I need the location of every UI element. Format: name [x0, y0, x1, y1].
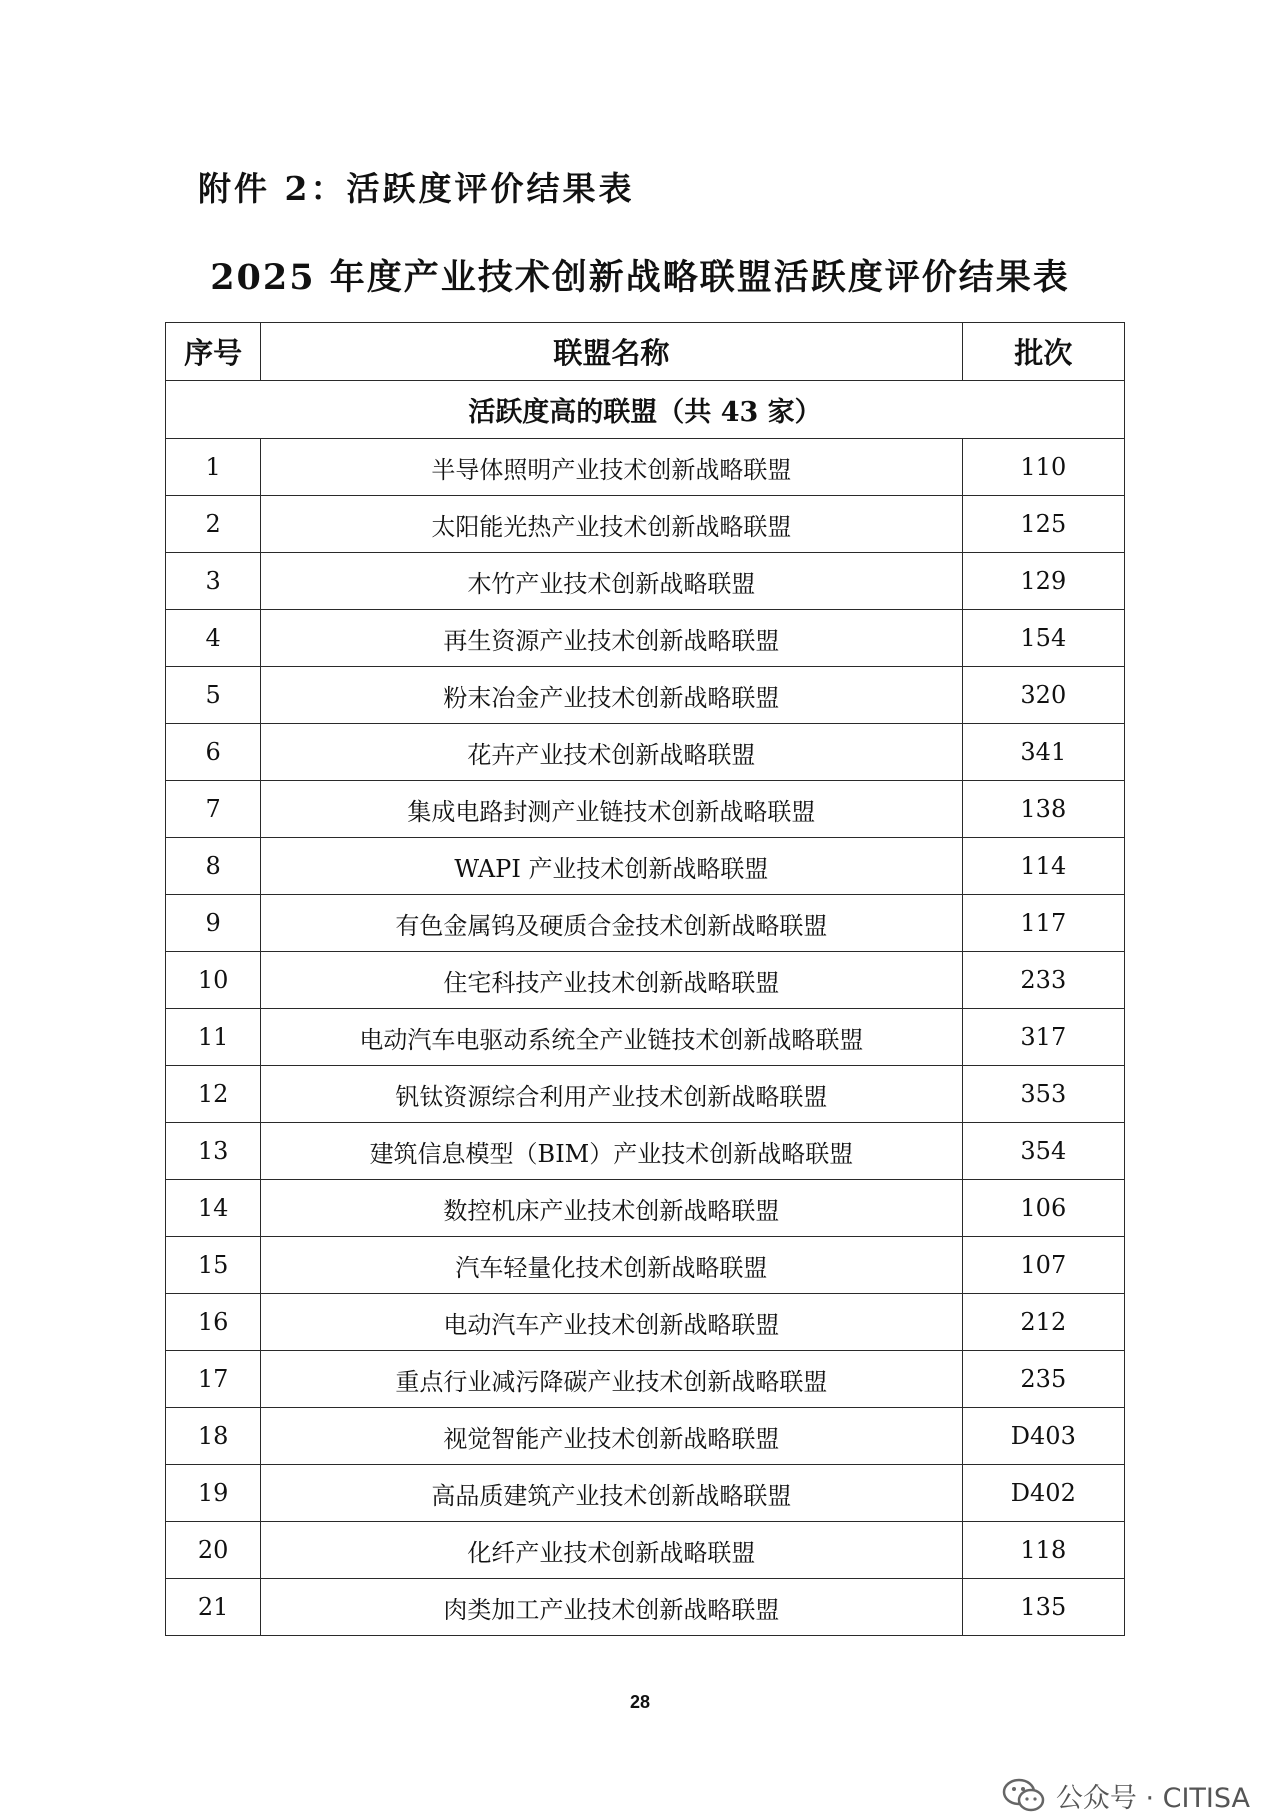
table-row [166, 610, 1125, 667]
table-row [166, 838, 1125, 895]
batch-cell: D403 [962, 1408, 1124, 1465]
alliance-name-cell: 木竹产业技术创新战略联盟 [261, 553, 962, 610]
alliance-name-cell: 数控机床产业技术创新战略联盟 [261, 1180, 962, 1237]
section-row [166, 381, 1125, 439]
table-row [166, 439, 1125, 496]
row-number-cell: 7 [166, 781, 261, 838]
row-number-cell: 14 [166, 1180, 261, 1237]
header-batch: 批次 [962, 323, 1124, 381]
row-number-cell: 8 [166, 838, 261, 895]
batch-cell: 138 [962, 781, 1124, 838]
table-body [166, 381, 1125, 1636]
evaluation-results-table [165, 322, 1125, 1636]
table-row [166, 952, 1125, 1009]
alliance-name-cell: 集成电路封测产业链技术创新战略联盟 [261, 781, 962, 838]
batch-cell: 114 [962, 838, 1124, 895]
alliance-name-cell: WAPI 产业技术创新战略联盟 [261, 838, 962, 895]
alliance-name-cell: 半导体照明产业技术创新战略联盟 [261, 439, 962, 496]
alliance-name-cell: 再生资源产业技术创新战略联盟 [261, 610, 962, 667]
alliance-name-cell: 太阳能光热产业技术创新战略联盟 [261, 496, 962, 553]
table-row [166, 1465, 1125, 1522]
batch-cell: 212 [962, 1294, 1124, 1351]
row-number-cell: 1 [166, 439, 261, 496]
batch-cell: 154 [962, 610, 1124, 667]
row-number-cell: 10 [166, 952, 261, 1009]
batch-cell: 341 [962, 724, 1124, 781]
batch-cell: 235 [962, 1351, 1124, 1408]
alliance-name-cell: 有色金属钨及硬质合金技术创新战略联盟 [261, 895, 962, 952]
section-title: 活跃度高的联盟（共 43 家） [166, 381, 1125, 439]
batch-cell: 107 [962, 1237, 1124, 1294]
batch-cell: 353 [962, 1066, 1124, 1123]
row-number-cell: 5 [166, 667, 261, 724]
page-number: 28 [629, 1692, 651, 1712]
batch-cell: 233 [962, 952, 1124, 1009]
row-number-cell: 21 [166, 1579, 261, 1636]
header-name: 联盟名称 [261, 323, 962, 381]
row-number-cell: 18 [166, 1408, 261, 1465]
batch-cell: D402 [962, 1465, 1124, 1522]
batch-cell: 118 [962, 1522, 1124, 1579]
alliance-name-cell: 花卉产业技术创新战略联盟 [261, 724, 962, 781]
table-header-row [166, 323, 1125, 381]
row-number-cell: 2 [166, 496, 261, 553]
alliance-name-cell: 电动汽车电驱动系统全产业链技术创新战略联盟 [261, 1009, 962, 1066]
row-number-cell: 12 [166, 1066, 261, 1123]
header-number: 序号 [166, 323, 261, 381]
batch-cell: 110 [962, 439, 1124, 496]
alliance-name-cell: 高品质建筑产业技术创新战略联盟 [261, 1465, 962, 1522]
alliance-name-cell: 电动汽车产业技术创新战略联盟 [261, 1294, 962, 1351]
wechat-icon [1002, 1778, 1046, 1814]
row-number-cell: 4 [166, 610, 261, 667]
batch-cell: 320 [962, 667, 1124, 724]
batch-cell: 354 [962, 1123, 1124, 1180]
row-number-cell: 15 [166, 1237, 261, 1294]
alliance-name-cell: 重点行业减污降碳产业技术创新战略联盟 [261, 1351, 962, 1408]
alliance-name-cell: 住宅科技产业技术创新战略联盟 [261, 952, 962, 1009]
row-number-cell: 17 [166, 1351, 261, 1408]
table-row [166, 1066, 1125, 1123]
table-row [166, 1579, 1125, 1636]
alliance-name-cell: 肉类加工产业技术创新战略联盟 [261, 1579, 962, 1636]
table-row [166, 1237, 1125, 1294]
table-row [166, 667, 1125, 724]
watermark-text: 公众号 · CITISA [1055, 1783, 1250, 1814]
table-row [166, 553, 1125, 610]
row-number-cell: 16 [166, 1294, 261, 1351]
table-row [166, 724, 1125, 781]
table-row [166, 895, 1125, 952]
table-row [166, 781, 1125, 838]
batch-cell: 125 [962, 496, 1124, 553]
table-row [166, 1351, 1125, 1408]
table-row [166, 1294, 1125, 1351]
wechat-watermark [1002, 1776, 1250, 1815]
row-number-cell: 3 [166, 553, 261, 610]
alliance-name-cell: 粉末冶金产业技术创新战略联盟 [261, 667, 962, 724]
table-row [166, 1180, 1125, 1237]
row-number-cell: 11 [166, 1009, 261, 1066]
table-row [166, 496, 1125, 553]
row-number-cell: 19 [166, 1465, 261, 1522]
batch-cell: 117 [962, 895, 1124, 952]
attachment-heading: 附件 2：活跃度评价结果表 [198, 169, 635, 208]
table-row [166, 1408, 1125, 1465]
alliance-name-cell: 汽车轻量化技术创新战略联盟 [261, 1237, 962, 1294]
table-row [166, 1522, 1125, 1579]
table-row [166, 1123, 1125, 1180]
batch-cell: 129 [962, 553, 1124, 610]
row-number-cell: 13 [166, 1123, 261, 1180]
alliance-name-cell: 视觉智能产业技术创新战略联盟 [261, 1408, 962, 1465]
table-row [166, 1009, 1125, 1066]
batch-cell: 317 [962, 1009, 1124, 1066]
document-title: 2025 年度产业技术创新战略联盟活跃度评价结果表 [210, 257, 1070, 298]
alliance-name-cell: 钒钛资源综合利用产业技术创新战略联盟 [261, 1066, 962, 1123]
alliance-name-cell: 化纤产业技术创新战略联盟 [261, 1522, 962, 1579]
batch-cell: 135 [962, 1579, 1124, 1636]
batch-cell: 106 [962, 1180, 1124, 1237]
row-number-cell: 6 [166, 724, 261, 781]
row-number-cell: 9 [166, 895, 261, 952]
row-number-cell: 20 [166, 1522, 261, 1579]
alliance-name-cell: 建筑信息模型（BIM）产业技术创新战略联盟 [261, 1123, 962, 1180]
